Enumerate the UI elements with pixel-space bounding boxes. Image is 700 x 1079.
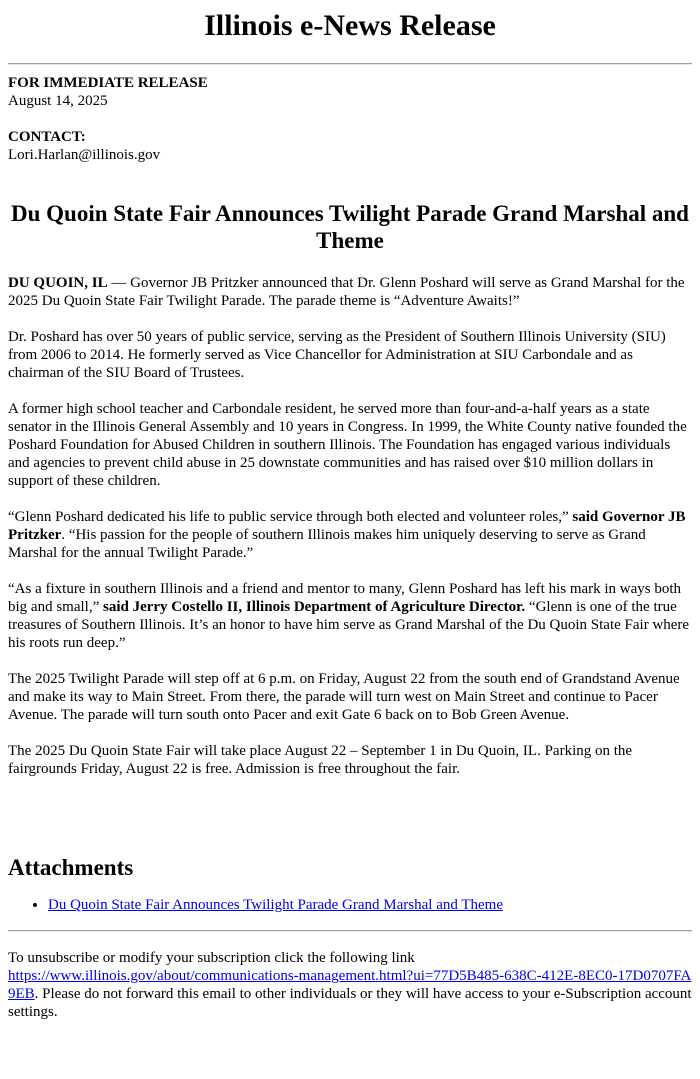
dateline: DU QUOIN, IL [8, 275, 108, 291]
paragraph-6: The 2025 Twilight Parade will step off at 6 p.m. on Friday, August 22 from the south end of Grandstand Avenue and make its way to Main Street. From there, the parade will turn west on Main Street and continue to Pacer Avenue. The parade will turn south onto Pacer and exit Gate 6 back on to Bob Green Avenue. [8, 671, 680, 723]
footer-intro: To unsubscribe or modify your subscription click the following link [8, 950, 415, 966]
attribution-governor: said Governor JB Pritzker [8, 509, 686, 543]
header-divider [8, 63, 692, 65]
paragraph-2: Dr. Poshard has over 50 years of public service, serving as the President of Southern Illinois University (SIU) from 2006 to 2014. He formerly served as Vice Chancellor for Administration at SIU Carbondale and as chairman of the SIU Board of Trustees. [8, 329, 666, 381]
unsubscribe-footer [8, 949, 692, 1021]
unsubscribe-link[interactable]: https://www.illinois.gov/about/communications-management.html?ui=77D5B485-638C-412E-8EC0-17D0707FA9EB [8, 968, 692, 1002]
footer-divider [8, 930, 692, 932]
masthead-title: Illinois e-News Release [204, 9, 496, 42]
paragraph-7: The 2025 Du Quoin State Fair will take place August 22 – September 1 in Du Quoin, IL. Parking on the fairgrounds Friday, August 22 is free. Admission is free throughout the fair. [8, 743, 633, 777]
contact-email: Lori.Harlan@illinois.gov [8, 147, 161, 163]
paragraph-4: “Glenn Poshard dedicated his life to public service through both elected and volunteer roles,” said Governor JB Pritzker. “His passion for the people of southern Illinois makes him uniquely deserving to serve as Grand Marshal for the annual Twilight Parade.” [8, 509, 686, 561]
article-body [8, 274, 692, 778]
paragraph-3: A former high school teacher and Carbondale resident, he served more than four-and-a-half years as a state senator in the Illinois General Assembly and 10 years in Congress. In 1999, the White County native founded the Poshard Foundation for Abused Children in southern Illinois. The Foundation has engaged various individuals and agencies to prevent child abuse in 25 downstate communities and has raised over $10 million dollars in support of these children. [8, 401, 687, 489]
attribution-director: said Jerry Costello II, Illinois Department of Agriculture Director. [99, 599, 526, 615]
paragraph-1: DU QUOIN, IL — Governor JB Pritzker announced that Dr. Glenn Poshard will serve as Grand Marshal for the 2025 Du Quoin State Fair Twilight Parade. The parade theme is “Adventure Awaits!” [8, 275, 685, 309]
footer-outro: . Please do not forward this email to other individuals or they will have access to your e-Subscription account settings. [8, 986, 692, 1020]
release-meta [8, 74, 692, 164]
release-date: August 14, 2025 [8, 93, 108, 109]
attachments-heading: Attachments [8, 855, 134, 880]
attachment-link[interactable]: Du Quoin State Fair Announces Twilight Parade Grand Marshal and Theme [48, 897, 503, 913]
paragraph-5: “As a fixture in southern Illinois and a friend and mentor to many, Glenn Poshard has left his mark in ways both big and small,” said Jerry Costello II, Illinois Department of Agriculture Director. “Glenn is one of the true treasures of Southern Illinois. It’s an honor to have him serve as Grand Marshal of the Du Quoin State Fair where his roots run deep.” [8, 581, 690, 651]
attachments-list [8, 896, 692, 914]
release-label: FOR IMMEDIATE RELEASE [8, 75, 208, 91]
contact-label: CONTACT: [8, 129, 86, 145]
list-item [48, 896, 692, 914]
article-headline: Du Quoin State Fair Announces Twilight Parade Grand Marshal and Theme [11, 201, 689, 253]
